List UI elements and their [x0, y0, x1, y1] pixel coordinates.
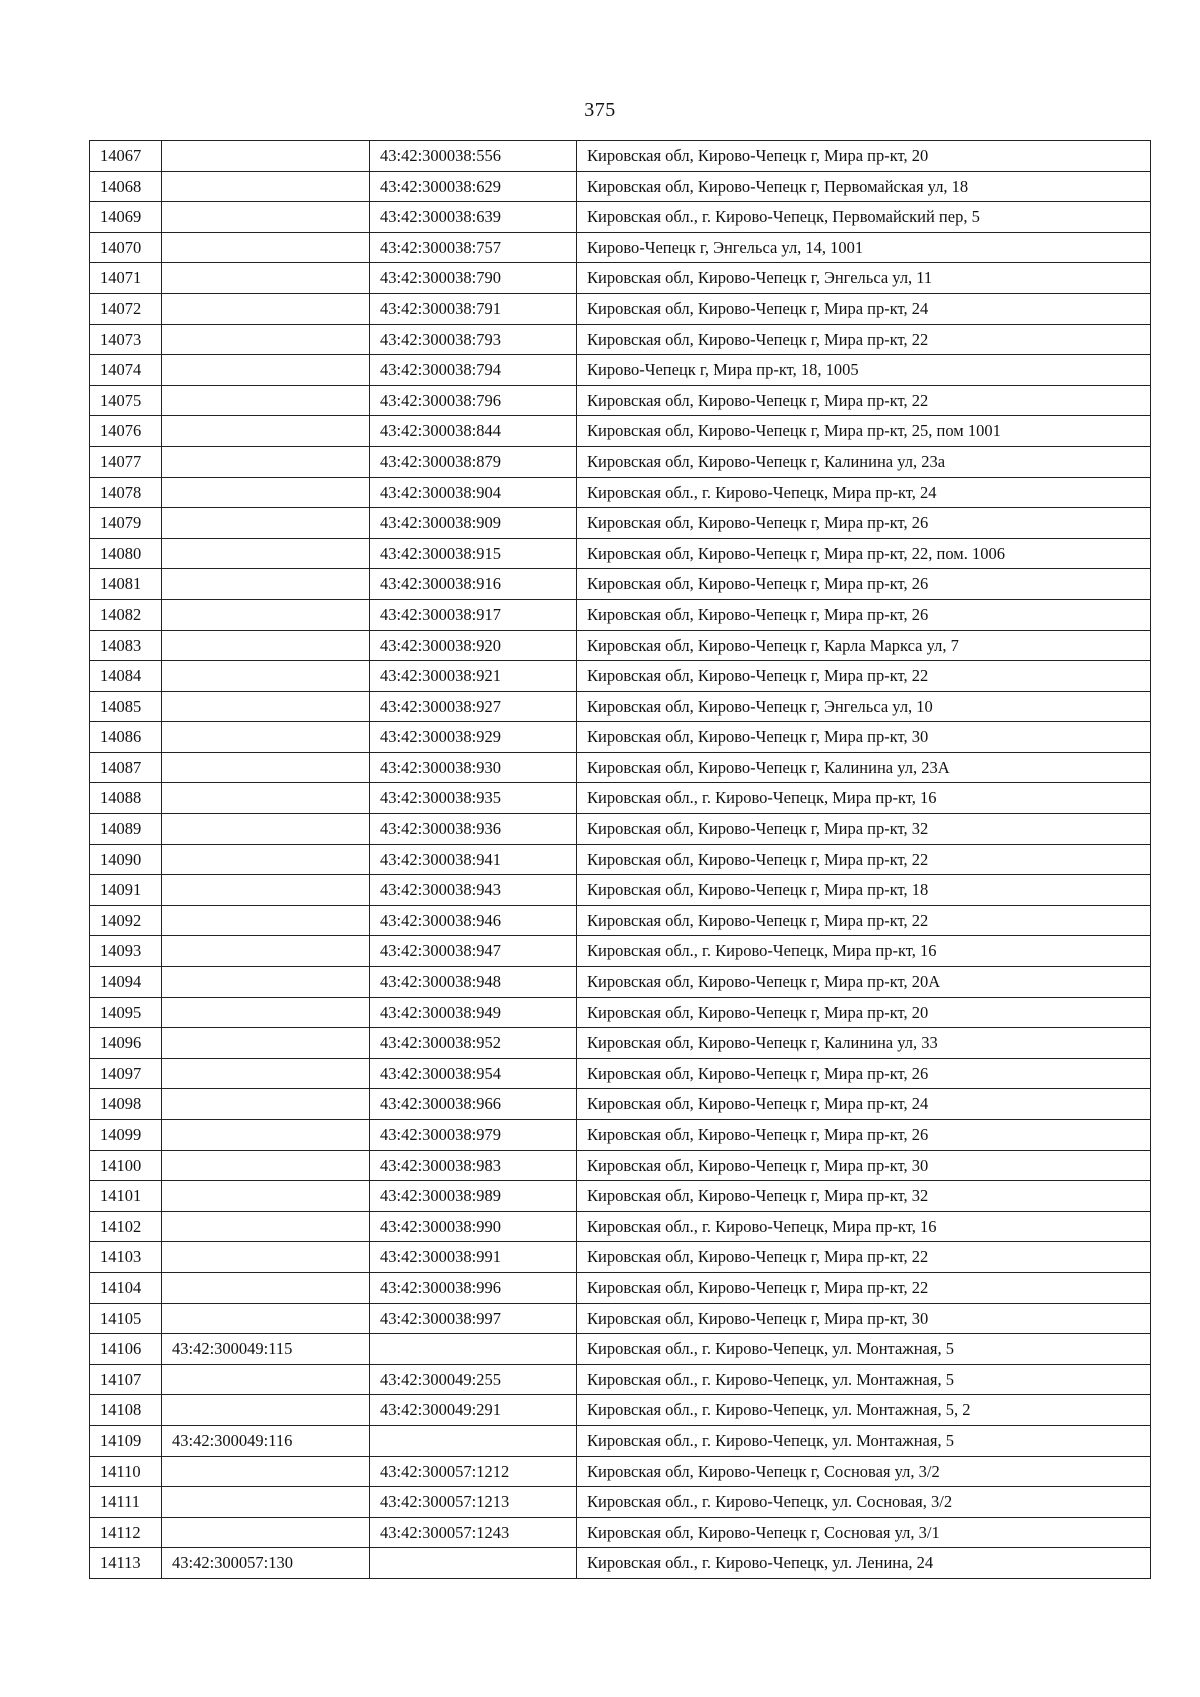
table-row [90, 1303, 1151, 1334]
row-number-cell: 14089 [90, 814, 162, 845]
table-row [90, 722, 1151, 753]
land-cadastral-number-cell [162, 997, 370, 1028]
table-row [90, 967, 1151, 998]
building-cadastral-number-cell: 43:42:300038:991 [370, 1242, 577, 1273]
land-cadastral-number-cell [162, 569, 370, 600]
building-cadastral-number-cell: 43:42:300038:793 [370, 324, 577, 355]
address-cell: Кировская обл., г. Кирово-Чепецк, ул. Монтажная, 5, 2 [577, 1395, 1151, 1426]
row-number-cell: 14104 [90, 1272, 162, 1303]
row-number-cell: 14106 [90, 1334, 162, 1365]
land-cadastral-number-cell [162, 293, 370, 324]
row-number-cell: 14069 [90, 202, 162, 233]
land-cadastral-number-cell [162, 630, 370, 661]
building-cadastral-number-cell: 43:42:300038:791 [370, 293, 577, 324]
building-cadastral-number-cell: 43:42:300038:879 [370, 446, 577, 477]
building-cadastral-number-cell: 43:42:300038:915 [370, 538, 577, 569]
building-cadastral-number-cell: 43:42:300038:920 [370, 630, 577, 661]
address-cell: Кировская обл, Кирово-Чепецк г, Мира пр-кт, 22 [577, 324, 1151, 355]
table-row [90, 1334, 1151, 1365]
address-cell: Кировская обл, Кирово-Чепецк г, Мира пр-кт, 26 [577, 599, 1151, 630]
building-cadastral-number-cell: 43:42:300038:921 [370, 661, 577, 692]
table-row [90, 1058, 1151, 1089]
land-cadastral-number-cell [162, 232, 370, 263]
table-row [90, 1211, 1151, 1242]
table-row [90, 293, 1151, 324]
property-registry-table [89, 140, 1151, 1579]
land-cadastral-number-cell: 43:42:300049:116 [162, 1425, 370, 1456]
building-cadastral-number-cell: 43:42:300038:952 [370, 1028, 577, 1059]
address-cell: Кировская обл., г. Кирово-Чепецк, Мира пр-кт, 16 [577, 936, 1151, 967]
table-row [90, 1242, 1151, 1273]
land-cadastral-number-cell [162, 936, 370, 967]
land-cadastral-number-cell [162, 905, 370, 936]
building-cadastral-number-cell: 43:42:300038:947 [370, 936, 577, 967]
building-cadastral-number-cell: 43:42:300038:948 [370, 967, 577, 998]
address-cell: Кировская обл, Кирово-Чепецк г, Мира пр-кт, 22 [577, 1272, 1151, 1303]
registry-rows [90, 141, 1151, 1579]
building-cadastral-number-cell: 43:42:300038:943 [370, 875, 577, 906]
row-number-cell: 14108 [90, 1395, 162, 1426]
row-number-cell: 14096 [90, 1028, 162, 1059]
land-cadastral-number-cell [162, 1517, 370, 1548]
building-cadastral-number-cell: 43:42:300049:291 [370, 1395, 577, 1426]
row-number-cell: 14087 [90, 752, 162, 783]
table-row [90, 202, 1151, 233]
building-cadastral-number-cell: 43:42:300038:983 [370, 1150, 577, 1181]
address-cell: Кирово-Чепецк г, Энгельса ул, 14, 1001 [577, 232, 1151, 263]
land-cadastral-number-cell [162, 844, 370, 875]
building-cadastral-number-cell: 43:42:300038:796 [370, 385, 577, 416]
row-number-cell: 14081 [90, 569, 162, 600]
building-cadastral-number-cell: 43:42:300038:629 [370, 171, 577, 202]
table-row [90, 752, 1151, 783]
building-cadastral-number-cell: 43:42:300038:794 [370, 355, 577, 386]
address-cell: Кировская обл, Кирово-Чепецк г, Мира пр-кт, 22, пом. 1006 [577, 538, 1151, 569]
address-cell: Кировская обл, Кирово-Чепецк г, Мира пр-кт, 20А [577, 967, 1151, 998]
building-cadastral-number-cell: 43:42:300038:904 [370, 477, 577, 508]
row-number-cell: 14068 [90, 171, 162, 202]
building-cadastral-number-cell: 43:42:300038:844 [370, 416, 577, 447]
table-row [90, 324, 1151, 355]
land-cadastral-number-cell [162, 202, 370, 233]
row-number-cell: 14078 [90, 477, 162, 508]
table-row [90, 171, 1151, 202]
table-row [90, 875, 1151, 906]
row-number-cell: 14079 [90, 508, 162, 539]
address-cell: Кировская обл., г. Кирово-Чепецк, Мира пр-кт, 16 [577, 1211, 1151, 1242]
table-row [90, 1150, 1151, 1181]
row-number-cell: 14099 [90, 1120, 162, 1151]
land-cadastral-number-cell [162, 416, 370, 447]
row-number-cell: 14074 [90, 355, 162, 386]
row-number-cell: 14077 [90, 446, 162, 477]
table-row [90, 141, 1151, 172]
table-row [90, 661, 1151, 692]
address-cell: Кировская обл, Кирово-Чепецк г, Мира пр-кт, 24 [577, 1089, 1151, 1120]
address-cell: Кировская обл, Кирово-Чепецк г, Калинина ул, 23А [577, 752, 1151, 783]
table-row [90, 630, 1151, 661]
land-cadastral-number-cell [162, 1028, 370, 1059]
table-row [90, 997, 1151, 1028]
land-cadastral-number-cell [162, 477, 370, 508]
land-cadastral-number-cell [162, 171, 370, 202]
land-cadastral-number-cell: 43:42:300049:115 [162, 1334, 370, 1365]
row-number-cell: 14091 [90, 875, 162, 906]
land-cadastral-number-cell [162, 385, 370, 416]
address-cell: Кировская обл., г. Кирово-Чепецк, ул. Монтажная, 5 [577, 1334, 1151, 1365]
land-cadastral-number-cell [162, 1303, 370, 1334]
building-cadastral-number-cell: 43:42:300038:639 [370, 202, 577, 233]
row-number-cell: 14080 [90, 538, 162, 569]
row-number-cell: 14110 [90, 1456, 162, 1487]
row-number-cell: 14097 [90, 1058, 162, 1089]
row-number-cell: 14111 [90, 1487, 162, 1518]
building-cadastral-number-cell: 43:42:300038:966 [370, 1089, 577, 1120]
building-cadastral-number-cell: 43:42:300057:1212 [370, 1456, 577, 1487]
land-cadastral-number-cell [162, 1120, 370, 1151]
land-cadastral-number-cell [162, 722, 370, 753]
building-cadastral-number-cell: 43:42:300038:929 [370, 722, 577, 753]
table-row [90, 1181, 1151, 1212]
address-cell: Кировская обл, Кирово-Чепецк г, Мира пр-кт, 32 [577, 1181, 1151, 1212]
table-row [90, 936, 1151, 967]
land-cadastral-number-cell [162, 1211, 370, 1242]
row-number-cell: 14075 [90, 385, 162, 416]
building-cadastral-number-cell: 43:42:300057:1243 [370, 1517, 577, 1548]
land-cadastral-number-cell: 43:42:300057:130 [162, 1548, 370, 1579]
address-cell: Кировская обл, Кирово-Чепецк г, Мира пр-кт, 30 [577, 1150, 1151, 1181]
building-cadastral-number-cell: 43:42:300038:917 [370, 599, 577, 630]
table-row [90, 355, 1151, 386]
address-cell: Кировская обл, Кирово-Чепецк г, Мира пр-кт, 26 [577, 569, 1151, 600]
row-number-cell: 14105 [90, 1303, 162, 1334]
land-cadastral-number-cell [162, 1364, 370, 1395]
land-cadastral-number-cell [162, 1089, 370, 1120]
building-cadastral-number-cell [370, 1425, 577, 1456]
table-row [90, 905, 1151, 936]
address-cell: Кировская обл, Кирово-Чепецк г, Калинина ул, 33 [577, 1028, 1151, 1059]
building-cadastral-number-cell: 43:42:300038:909 [370, 508, 577, 539]
address-cell: Кировская обл, Кирово-Чепецк г, Мира пр-кт, 18 [577, 875, 1151, 906]
address-cell: Кировская обл, Кирово-Чепецк г, Мира пр-кт, 20 [577, 141, 1151, 172]
row-number-cell: 14082 [90, 599, 162, 630]
land-cadastral-number-cell [162, 599, 370, 630]
land-cadastral-number-cell [162, 691, 370, 722]
table-row [90, 1120, 1151, 1151]
address-cell: Кировская обл, Кирово-Чепецк г, Мира пр-кт, 30 [577, 722, 1151, 753]
address-cell: Кировская обл, Кирово-Чепецк г, Сосновая ул, 3/2 [577, 1456, 1151, 1487]
table-row [90, 1364, 1151, 1395]
building-cadastral-number-cell [370, 1334, 577, 1365]
table-row [90, 1395, 1151, 1426]
land-cadastral-number-cell [162, 1242, 370, 1273]
address-cell: Кировская обл., г. Кирово-Чепецк, Мира пр-кт, 24 [577, 477, 1151, 508]
address-cell: Кировская обл., г. Кирово-Чепецк, ул. Сосновая, 3/2 [577, 1487, 1151, 1518]
address-cell: Кировская обл, Кирово-Чепецк г, Мира пр-кт, 22 [577, 844, 1151, 875]
row-number-cell: 14085 [90, 691, 162, 722]
row-number-cell: 14112 [90, 1517, 162, 1548]
building-cadastral-number-cell: 43:42:300038:949 [370, 997, 577, 1028]
land-cadastral-number-cell [162, 752, 370, 783]
address-cell: Кировская обл, Кирово-Чепецк г, Мира пр-кт, 26 [577, 1058, 1151, 1089]
table-row [90, 477, 1151, 508]
table-row [90, 1028, 1151, 1059]
building-cadastral-number-cell: 43:42:300038:979 [370, 1120, 577, 1151]
land-cadastral-number-cell [162, 1150, 370, 1181]
table-row [90, 1425, 1151, 1456]
land-cadastral-number-cell [162, 538, 370, 569]
address-cell: Кировская обл., г. Кирово-Чепецк, ул. Монтажная, 5 [577, 1364, 1151, 1395]
address-cell: Кировская обл, Кирово-Чепецк г, Мира пр-кт, 24 [577, 293, 1151, 324]
table-row [90, 783, 1151, 814]
address-cell: Кировская обл., г. Кирово-Чепецк, Мира пр-кт, 16 [577, 783, 1151, 814]
table-row [90, 814, 1151, 845]
building-cadastral-number-cell: 43:42:300038:935 [370, 783, 577, 814]
row-number-cell: 14101 [90, 1181, 162, 1212]
table-row [90, 1456, 1151, 1487]
address-cell: Кировская обл, Кирово-Чепецк г, Мира пр-кт, 30 [577, 1303, 1151, 1334]
land-cadastral-number-cell [162, 967, 370, 998]
table-row [90, 416, 1151, 447]
building-cadastral-number-cell: 43:42:300038:790 [370, 263, 577, 294]
address-cell: Кировская обл., г. Кирово-Чепецк, ул. Ленина, 24 [577, 1548, 1151, 1579]
table-row [90, 1089, 1151, 1120]
row-number-cell: 14076 [90, 416, 162, 447]
row-number-cell: 14090 [90, 844, 162, 875]
building-cadastral-number-cell: 43:42:300038:916 [370, 569, 577, 600]
address-cell: Кировская обл, Кирово-Чепецк г, Мира пр-кт, 26 [577, 1120, 1151, 1151]
building-cadastral-number-cell: 43:42:300038:990 [370, 1211, 577, 1242]
table-row [90, 538, 1151, 569]
row-number-cell: 14072 [90, 293, 162, 324]
row-number-cell: 14095 [90, 997, 162, 1028]
table-row [90, 263, 1151, 294]
row-number-cell: 14070 [90, 232, 162, 263]
row-number-cell: 14098 [90, 1089, 162, 1120]
land-cadastral-number-cell [162, 875, 370, 906]
row-number-cell: 14109 [90, 1425, 162, 1456]
building-cadastral-number-cell: 43:42:300038:996 [370, 1272, 577, 1303]
building-cadastral-number-cell: 43:42:300038:946 [370, 905, 577, 936]
table-row [90, 232, 1151, 263]
address-cell: Кировская обл, Кирово-Чепецк г, Энгельса ул, 11 [577, 263, 1151, 294]
address-cell: Кировская обл, Кирово-Чепецк г, Карла Маркса ул, 7 [577, 630, 1151, 661]
land-cadastral-number-cell [162, 508, 370, 539]
address-cell: Кировская обл, Кирово-Чепецк г, Мира пр-кт, 25, пом 1001 [577, 416, 1151, 447]
building-cadastral-number-cell: 43:42:300038:936 [370, 814, 577, 845]
address-cell: Кировская обл, Кирово-Чепецк г, Мира пр-кт, 22 [577, 1242, 1151, 1273]
row-number-cell: 14107 [90, 1364, 162, 1395]
table-row [90, 1487, 1151, 1518]
row-number-cell: 14088 [90, 783, 162, 814]
building-cadastral-number-cell: 43:42:300038:927 [370, 691, 577, 722]
address-cell: Кировская обл, Кирово-Чепецк г, Мира пр-кт, 20 [577, 997, 1151, 1028]
land-cadastral-number-cell [162, 446, 370, 477]
land-cadastral-number-cell [162, 783, 370, 814]
table-row [90, 599, 1151, 630]
table-row [90, 385, 1151, 416]
table-row [90, 1517, 1151, 1548]
address-cell: Кировская обл, Кирово-Чепецк г, Энгельса ул, 10 [577, 691, 1151, 722]
row-number-cell: 14102 [90, 1211, 162, 1242]
table-row [90, 446, 1151, 477]
building-cadastral-number-cell [370, 1548, 577, 1579]
land-cadastral-number-cell [162, 263, 370, 294]
land-cadastral-number-cell [162, 1272, 370, 1303]
table-row [90, 508, 1151, 539]
land-cadastral-number-cell [162, 141, 370, 172]
address-cell: Кировская обл, Кирово-Чепецк г, Мира пр-кт, 32 [577, 814, 1151, 845]
building-cadastral-number-cell: 43:42:300038:989 [370, 1181, 577, 1212]
address-cell: Кирово-Чепецк г, Мира пр-кт, 18, 1005 [577, 355, 1151, 386]
address-cell: Кировская обл, Кирово-Чепецк г, Мира пр-кт, 22 [577, 905, 1151, 936]
building-cadastral-number-cell: 43:42:300038:997 [370, 1303, 577, 1334]
address-cell: Кировская обл., г. Кирово-Чепецк, ул. Монтажная, 5 [577, 1425, 1151, 1456]
row-number-cell: 14071 [90, 263, 162, 294]
land-cadastral-number-cell [162, 324, 370, 355]
row-number-cell: 14086 [90, 722, 162, 753]
building-cadastral-number-cell: 43:42:300038:941 [370, 844, 577, 875]
address-cell: Кировская обл, Кирово-Чепецк г, Мира пр-кт, 26 [577, 508, 1151, 539]
row-number-cell: 14094 [90, 967, 162, 998]
address-cell: Кировская обл, Кирово-Чепецк г, Сосновая ул, 3/1 [577, 1517, 1151, 1548]
row-number-cell: 14113 [90, 1548, 162, 1579]
table-row [90, 1548, 1151, 1579]
row-number-cell: 14083 [90, 630, 162, 661]
land-cadastral-number-cell [162, 814, 370, 845]
row-number-cell: 14067 [90, 141, 162, 172]
address-cell: Кировская обл, Кирово-Чепецк г, Мира пр-кт, 22 [577, 661, 1151, 692]
row-number-cell: 14100 [90, 1150, 162, 1181]
address-cell: Кировская обл, Кирово-Чепецк г, Мира пр-кт, 22 [577, 385, 1151, 416]
building-cadastral-number-cell: 43:42:300038:930 [370, 752, 577, 783]
building-cadastral-number-cell: 43:42:300038:954 [370, 1058, 577, 1089]
address-cell: Кировская обл, Кирово-Чепецк г, Калинина ул, 23а [577, 446, 1151, 477]
land-cadastral-number-cell [162, 1456, 370, 1487]
building-cadastral-number-cell: 43:42:300057:1213 [370, 1487, 577, 1518]
land-cadastral-number-cell [162, 1181, 370, 1212]
building-cadastral-number-cell: 43:42:300049:255 [370, 1364, 577, 1395]
page-number: 375 [584, 99, 616, 121]
row-number-cell: 14084 [90, 661, 162, 692]
table-row [90, 569, 1151, 600]
building-cadastral-number-cell: 43:42:300038:556 [370, 141, 577, 172]
table-row [90, 691, 1151, 722]
land-cadastral-number-cell [162, 355, 370, 386]
land-cadastral-number-cell [162, 1395, 370, 1426]
land-cadastral-number-cell [162, 661, 370, 692]
building-cadastral-number-cell: 43:42:300038:757 [370, 232, 577, 263]
address-cell: Кировская обл., г. Кирово-Чепецк, Первомайский пер, 5 [577, 202, 1151, 233]
row-number-cell: 14092 [90, 905, 162, 936]
table-row [90, 1272, 1151, 1303]
address-cell: Кировская обл, Кирово-Чепецк г, Первомайская ул, 18 [577, 171, 1151, 202]
table-row [90, 844, 1151, 875]
land-cadastral-number-cell [162, 1058, 370, 1089]
land-cadastral-number-cell [162, 1487, 370, 1518]
row-number-cell: 14073 [90, 324, 162, 355]
row-number-cell: 14093 [90, 936, 162, 967]
row-number-cell: 14103 [90, 1242, 162, 1273]
